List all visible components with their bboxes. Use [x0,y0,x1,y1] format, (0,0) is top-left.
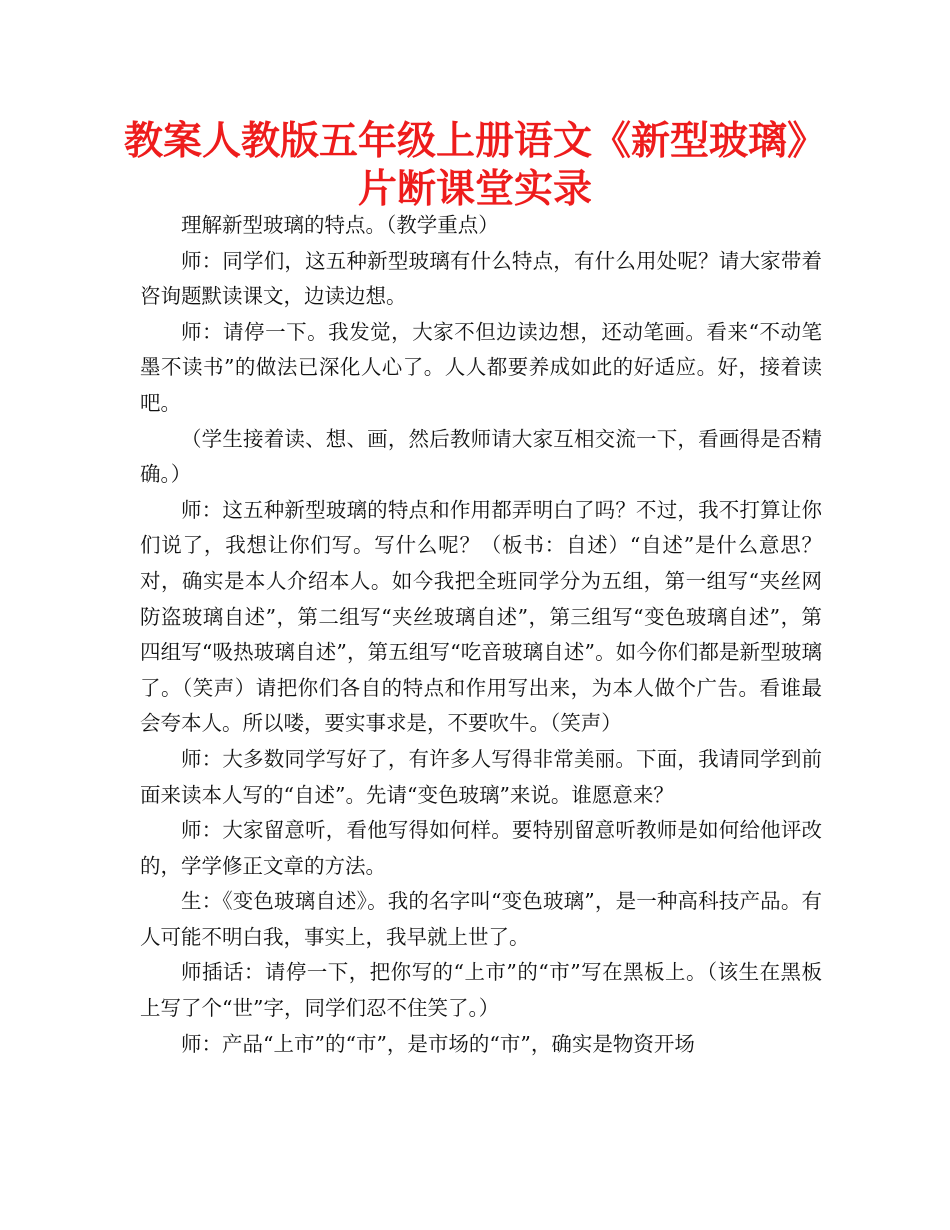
paragraph: 师：请停一下。我发觉，大家不但边读边想，还动笔画。看来“不动笔墨不读书”的做法已深化人心了。人人都要养成如此的好适应。好，接着读吧。 [140,319,822,415]
paragraph: 师：同学们，这五种新型玻璃有什么特点，有什么用处呢？请大家带着咨询题默读课文，边读边想。 [140,248,822,309]
title-line-1: 教案人教版五年级上册语文《新型玻璃》 [123,119,826,164]
paragraph: 生：《变色玻璃自述》。我的名字叫“变色玻璃”，是一种高科技产品。有人可能不明白我，事实上，我早就上世了。 [140,889,822,949]
paragraph: 师：这五种新型玻璃的特点和作用都弄明白了吗？不过，我不打算让你们说了，我想让你们写。写什么呢？（板书：自述）“自述”是什么意思？对，确实是本人介绍本人。如今我把全班同学分为五组，第一组写“夹丝网防盗玻璃自述”，第二组写“夹丝玻璃自述”，第三组写“变色玻璃自述”，第四组写“吸热玻璃自述”，第五组写“吃音玻璃自述”。如今你们都是新型玻璃了。（笑声）请把你们各自的特点和作用写出来，为本人做个广告。看谁最会夸本人。所以喽，要实事求是，不要吹牛。（笑声） [140,497,822,736]
paragraph: 师：产品“上市”的“市”，是市场的“市”，确实是物资开场 [181,1031,695,1056]
paragraph: 师：大家留意听，看他写得如何样。要特别留意听教师是如何给他评改的，学学修正文章的方法。 [140,818,822,878]
paragraph: 师：大多数同学写好了，有许多人写得非常美丽。下面，我请同学到前面来读本人写的“自述”。先请“变色玻璃”来说。谁愿意来？ [140,746,822,807]
paragraph: 理解新型玻璃的特点。（教学重点） [181,213,499,237]
paragraph: 师插话：请停一下，把你写的“上市”的“市”写在黑板上。（该生在黑板上写了个“世”字，同学们忍不住笑了。） [140,960,822,1021]
document-body [140,208,822,1062]
title-line-2: 片断课堂实录 [357,167,592,212]
document-title [100,118,850,214]
paragraph: （学生接着读、想、画，然后教师请大家互相交流一下，看画得是否精确。） [140,426,822,487]
